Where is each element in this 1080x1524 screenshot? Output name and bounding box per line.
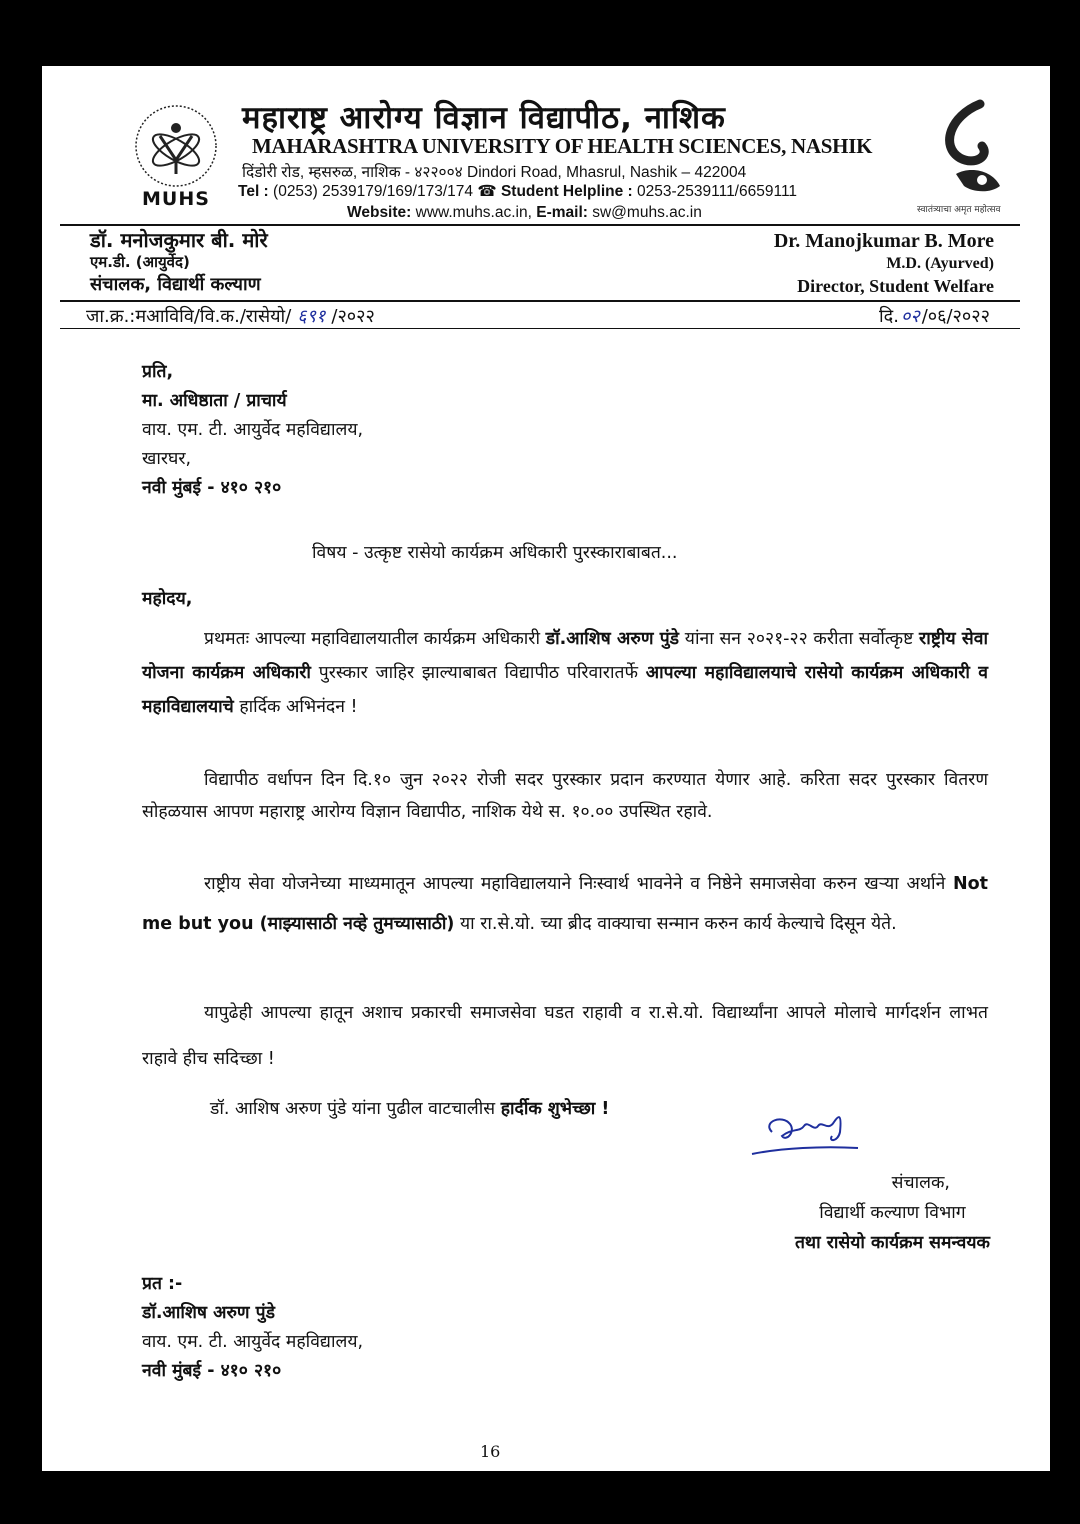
director-name-marathi: डॉ. मनोजकुमार बी. मोरे	[90, 228, 268, 252]
letter-subject: विषय - उत्कृष्ट रासेयो कार्यक्रम अधिकारी पुरस्काराबाबत...	[312, 543, 678, 563]
director-title-english: Director, Student Welfare	[797, 276, 994, 296]
reference-number	[86, 304, 375, 328]
text-run: प्रथमतः आपल्या महाविद्यालयातील कार्यक्रम अधिकारी	[204, 629, 546, 649]
director-divider	[60, 300, 1020, 302]
web-line: Website: www.muhs.ac.in, E-mail: sw@muhs.ac.in	[347, 204, 702, 221]
date-prefix: दि.	[879, 306, 899, 327]
closing-wish	[210, 1096, 609, 1120]
director-degree-marathi: एम.डी. (आयुर्वेद)	[90, 253, 190, 271]
text-run: डॉ.आशिष अरुण पुंडे	[545, 629, 680, 649]
signatory-line: विद्यार्थी कल्याण विभाग	[819, 1203, 966, 1223]
university-name-english: MAHARASHTRA UNIVERSITY OF HEALTH SCIENCES, NASHIK	[252, 134, 873, 158]
recipient-line: मा. अधिष्ठाता / प्राचार्य	[142, 391, 287, 411]
director-degree-english: M.D. (Ayurved)	[886, 255, 994, 272]
signatory-block	[795, 1168, 990, 1258]
email-link[interactable]: sw@muhs.ac.in	[592, 204, 702, 221]
recipient-line: नवी मुंबई - ४१० २१०	[142, 478, 282, 498]
paragraph-wishes: यापुढेही आपल्या हातून अशाच प्रकारची समाजसेवा घडत राहावी व रा.से.यो. विद्यार्थ्यांना आपले मोलाचे मार्गदर्शन लाभत राहावे हीच सदिच्छा !	[142, 1003, 988, 1069]
reference-handwritten-number: ६९१	[297, 306, 326, 327]
signatory-line: संचालक,	[891, 1173, 950, 1193]
text-run: राष्ट्रीय सेवा योजना कार्यक्रम अधिकारी	[142, 629, 988, 683]
university-address: दिंडोरी रोड, म्हसरुळ, नाशिक - ४२२००४ Dindori Road, Mhasrul, Nashik – 422004	[242, 164, 747, 181]
reference-year: /२०२२	[331, 306, 375, 327]
text-run: राष्ट्रीय सेवा योजनेच्या माध्यमातून आपल्या महाविद्यालयाने निःस्वार्थ भावनेने व निष्ठेने समाजसेवा करुन खऱ्या अर्थाने	[204, 874, 953, 894]
text-run: पुरस्कार जाहिर झाल्याबाबत विद्यापीठ परिवारातर्फे	[310, 663, 646, 683]
director-title-marathi: संचालक, विद्यार्थी कल्याण	[90, 274, 261, 295]
tel-label: Tel :	[238, 183, 269, 200]
recipient-address	[142, 358, 363, 503]
text-run: आपल्या महाविद्यालयाचे रासेयो कार्यक्रम अधिकारी व महाविद्यालयाचे	[142, 663, 989, 717]
email-label: E-mail:	[536, 204, 588, 221]
copy-college: वाय. एम. टी. आयुर्वेद महविद्यालय,	[142, 1332, 364, 1352]
copy-label: प्रत :-	[142, 1274, 183, 1294]
contact-line	[238, 182, 797, 201]
date-handwritten-day: ०२	[900, 306, 920, 327]
signature-icon	[742, 1102, 862, 1166]
paragraph-ceremony: विद्यापीठ वर्धापन दिन दि.१० जुन २०२२ रोजी सदर पुरस्कार प्रदान करण्यात येणार आहे. करिता सदर पुरस्कार वितरण सोहळयास आपण महाराष्ट्र आरोग्य विज्ञान विद्यापीठ, नाशिक येथे स. १०.०० उपस्थित रहावे.	[142, 770, 988, 822]
muhs-emblem-icon	[130, 102, 222, 202]
amrit-mahotsav-logo-icon	[920, 96, 1016, 216]
recipient-line: खारघर,	[142, 449, 192, 469]
reference-prefix: जा.क्र.:मआविवि/वि.क./रासेयो/	[86, 306, 292, 327]
reference-divider	[60, 328, 1020, 329]
tel-value: (0253) 2539179/169/173/174	[273, 183, 473, 200]
letter-date	[879, 304, 990, 328]
text-run: यांना सन २०२१-२२ करीता सर्वोत्कृष्ट	[679, 629, 920, 649]
text-run: Not me but you (माझ्यासाठी नव्हे तुमच्यासाठी)	[142, 874, 988, 934]
paragraph-nss-motto	[142, 864, 988, 944]
website-link[interactable]: www.muhs.ac.in	[415, 204, 528, 221]
logo-caption: MUHS	[142, 188, 210, 210]
copy-city: नवी मुंबई - ४१० २१०	[142, 1361, 282, 1381]
signatory-line: तथा रासेयो कार्यक्रम समन्वयक	[794, 1233, 990, 1253]
website-label: Website:	[347, 204, 412, 221]
letter-page	[42, 66, 1050, 1471]
recipient-line: वाय. एम. टी. आयुर्वेद महविद्यालय,	[142, 420, 364, 440]
helpline-label: Student Helpline :	[500, 183, 633, 200]
logo-tagline: स्वातंत्र्याचा अमृत महोत्सव	[917, 205, 1001, 215]
page-number: 16	[480, 1442, 501, 1461]
copy-to-block	[142, 1270, 363, 1386]
copy-name: डॉ.आशिष अरुण पुंडे	[142, 1303, 275, 1323]
recipient-line: प्रति,	[142, 362, 174, 382]
text-run: या रा.से.यो. च्या ब्रीद वाक्याचा सन्मान करुन कार्य केल्याचे दिसून येते.	[454, 914, 897, 934]
director-name-english: Dr. Manojkumar B. More	[773, 230, 994, 252]
text-run: हार्दीक शुभेच्छा !	[500, 1099, 610, 1119]
paragraph-congratulations	[142, 622, 988, 724]
helpline-value: 0253-2539111/6659111	[637, 183, 798, 200]
date-rest: /०६/२०२२	[921, 306, 990, 327]
phone-icon: ☎	[477, 183, 497, 200]
university-name-marathi: महाराष्ट्र आरोग्य विज्ञान विद्यापीठ, नाशिक	[242, 100, 726, 136]
text-run: डॉ. आशिष अरुण पुंडे यांना पुढील वाटचालीस	[210, 1099, 501, 1119]
text-run: हार्दिक अभिनंदन !	[233, 697, 358, 717]
salutation: महोदय,	[142, 589, 193, 609]
